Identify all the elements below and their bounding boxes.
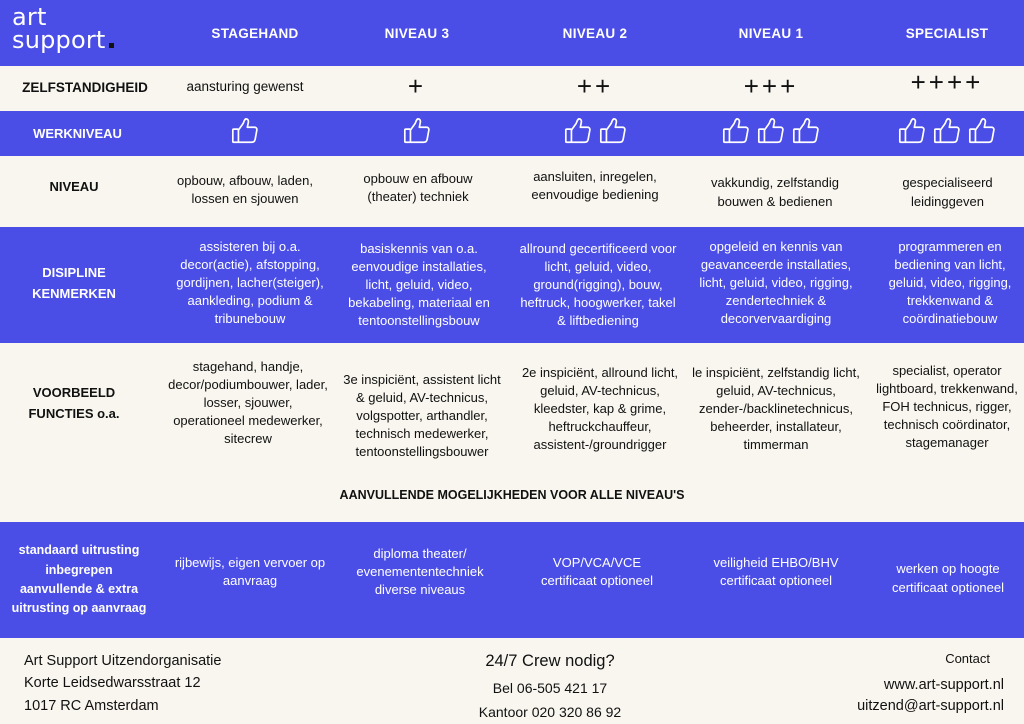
footer-crew-contact — [440, 647, 660, 724]
werkniveau-niveau-1 — [686, 111, 856, 156]
functies-stagehand: stagehand, handje, decor/podiumbouwer, lader, losser, sjouwer, operationeel medewerker, sitecrew — [168, 358, 328, 447]
thumbs-up-icon — [756, 116, 786, 151]
footer-phone-mobile[interactable]: Bel 06-505 421 17 — [492, 679, 608, 696]
row-voorbeeld-functies — [0, 343, 1024, 479]
thumbs-up-icon — [791, 116, 821, 151]
thumbs-up-icon — [897, 116, 927, 151]
niveau-niveau-2: aansluiten, inregelen, eenvoudige bediening — [531, 168, 659, 202]
header-band — [0, 0, 1024, 66]
niveau-specialist: gespecialiseerd leidinggeven — [902, 174, 993, 209]
row-disipline-kenmerken — [0, 227, 1024, 343]
footer-contact-label: Contact — [945, 651, 990, 666]
footer-street: Korte Leidsedwarsstraat 12 — [24, 675, 201, 692]
thumbs-stagehand — [230, 116, 260, 151]
column-header-specialist: SPECIALIST — [905, 25, 989, 41]
thumbs-up-icon — [230, 116, 260, 151]
footer-crew-title: 24/7 Crew nodig? — [485, 652, 615, 670]
row-zelfstandigheid — [0, 66, 1024, 111]
footer-email-link[interactable]: uitzend@art-support.nl — [857, 698, 1004, 715]
extra-label-aanvullend: aanvullende & extra uitrusting op aanvraag — [11, 582, 147, 616]
disipline-specialist: programmeren en bediening van licht, geluid, video, rigging, trekkenwand & coördinatiebouw — [888, 238, 1012, 327]
zelfstandigheid-specialist: ++++ — [910, 66, 984, 97]
disipline-niveau-1: opgeleid en kennis van geavanceerde installaties, licht, geluid, video, rigging, zendertechniek & decorvervaardiging — [699, 238, 853, 327]
niveau-niveau-3: opbouw en afbouw (theater) techniek — [363, 170, 473, 204]
niveau-stagehand: opbouw, afbouw, laden, lossen en sjouwen — [177, 172, 313, 206]
thumbs-up-icon — [721, 116, 751, 151]
thumbs-up-icon — [402, 116, 432, 151]
thumbs-niveau-1 — [721, 116, 821, 151]
logo-line-1: art — [12, 3, 47, 31]
thumbs-up-icon — [932, 116, 962, 151]
footer-contact — [857, 649, 1004, 718]
footer-website-link[interactable]: www.art-support.nl — [883, 676, 1004, 693]
extra-label-cell — [0, 530, 158, 630]
extra-label-standaard: standaard uitrusting inbegrepen — [18, 543, 140, 577]
zelfstandigheid-stagehand: aansturing gewenst — [186, 78, 304, 94]
row-niveau — [0, 156, 1024, 227]
row-label-disipline-kenmerken — [0, 227, 148, 339]
logo-line-2 — [12, 25, 114, 54]
column-header-niveau-1: NIVEAU 1 — [738, 25, 804, 41]
column-header-niveau-3: NIVEAU 3 — [384, 25, 450, 41]
zelfstandigheid-niveau-3: + — [407, 70, 427, 101]
extra-niveau-1: veiligheid EHBO/BHV certificaat optioneel — [713, 554, 839, 588]
column-header-stagehand: STAGEHAND — [211, 25, 299, 41]
footer-phone-office[interactable]: Kantoor 020 320 86 92 — [478, 704, 622, 721]
disipline-niveau-2: allround gecertificeerd voor licht, geluid, video, ground(rigging), bouw, heftruck, hoogwerker, takel & liftbediening — [519, 240, 677, 329]
footer-city: 1017 RC Amsterdam — [24, 697, 159, 714]
row-werkniveau — [0, 111, 1024, 156]
disipline-stagehand: assisteren bij o.a. decor(actie), afstopping, gordijnen, lacher(steiger), aankleding, podium & tribunebouw — [176, 238, 324, 327]
footer-company: Art Support Uitzendorganisatie — [24, 653, 222, 669]
werkniveau-niveau-3 — [332, 111, 502, 156]
row-label-disipline: DISIPLINE — [42, 264, 106, 280]
column-header-niveau-2: NIVEAU 2 — [562, 25, 628, 41]
extra-niveau-3: diploma theater/ evenemententechniek diverse niveaus — [356, 545, 484, 598]
row-label-functies: FUNCTIES o.a. — [28, 406, 120, 421]
row-label-zelfstandigheid: ZELFSTANDIGHEID — [22, 80, 148, 96]
thumbs-specialist — [897, 116, 997, 151]
extra-niveau-2: VOP/VCA/VCE certificaat optioneel — [540, 554, 653, 588]
footer-address — [24, 650, 221, 717]
thumbs-up-icon — [967, 116, 997, 151]
logo-dot — [109, 43, 114, 48]
zelfstandigheid-niveau-2: ++ — [576, 70, 614, 101]
thumbs-up-icon — [598, 116, 628, 151]
row-extra-uitrusting — [0, 522, 1024, 638]
extra-specialist: werken op hoogte certificaat optioneel — [892, 560, 1005, 595]
extra-section-title: AANVULLENDE MOGELIJKHEDEN VOOR ALLE NIVEAU'S — [339, 488, 685, 502]
niveau-niveau-1: vakkundig, zelfstandig bouwen & bedienen — [711, 174, 839, 209]
functies-niveau-2: 2e inspiciënt, allround licht, geluid, AV-technicus, kleedster, kap & grime, heftruckchauffeur, assistent-/groundrigger — [521, 364, 679, 453]
extra-stagehand: rijbewijs, eigen vervoer op aanvraag — [174, 554, 326, 588]
row-label-niveau: NIVEAU — [49, 179, 99, 195]
thumbs-niveau-2 — [563, 116, 628, 151]
werkniveau-specialist — [862, 111, 1024, 156]
disipline-niveau-3: basiskennis van o.a. eenvoudige installaties, licht, geluid, video, bekabeling, materiaal en tentoonstellingsbouw — [348, 240, 490, 329]
row-label-werkniveau: WERKNIVEAU — [33, 125, 122, 141]
werkniveau-niveau-2 — [510, 111, 680, 156]
row-label-voorbeeld-functies — [0, 343, 148, 463]
functies-niveau-1: le inspiciënt, zelfstandig licht, geluid, AV-technicus, zender-/backlinetechnicus, beheerder, installateur, timmerman — [692, 364, 860, 453]
thumbs-up-icon — [563, 116, 593, 151]
art-support-logo[interactable] — [12, 3, 114, 54]
logo-line-2-text: support — [12, 25, 106, 54]
zelfstandigheid-niveau-1: +++ — [743, 70, 799, 101]
functies-niveau-3: 3e inspiciënt, assistent licht & geluid, AV-technicus, volgspotter, arthandler, technisch medewerker, tentoonstellingsbouwer — [343, 371, 501, 460]
row-label-kenmerken: KENMERKEN — [32, 286, 116, 301]
functies-specialist: specialist, operator lightboard, trekkenwand, FOH technicus, rigger, technisch coördinator, stagemanager — [876, 362, 1018, 451]
thumbs-niveau-3 — [402, 116, 432, 151]
werkniveau-stagehand — [160, 111, 330, 156]
row-label-voorbeeld: VOORBEELD — [32, 384, 116, 400]
